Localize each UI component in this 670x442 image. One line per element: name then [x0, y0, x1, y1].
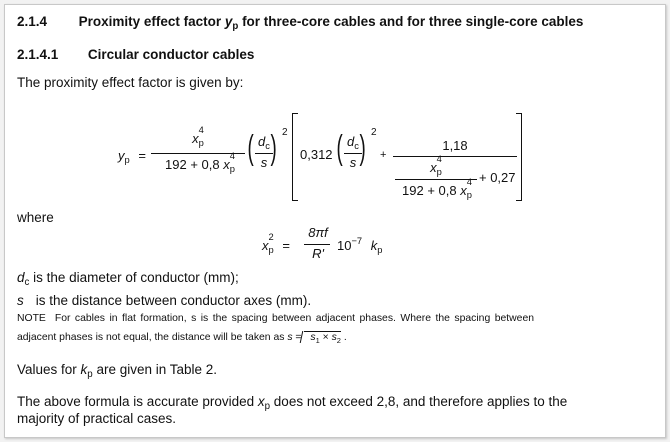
- eq1-inner-x: x: [430, 160, 437, 175]
- eq1-paren2-right: ): [359, 129, 366, 167]
- note-times: ×: [319, 332, 332, 343]
- section-title-b: for three-core cables and for three single-core cables: [238, 14, 584, 29]
- eq2-exp: −7: [351, 236, 363, 246]
- eq1-den1-x-sub: p: [229, 164, 235, 174]
- eq2-line: [304, 244, 330, 245]
- closing-a: The above formula is accurate provided: [17, 394, 258, 409]
- document-page: [4, 4, 666, 438]
- section-title-a: Proximity effect factor: [78, 14, 225, 29]
- def-s: [17, 293, 311, 308]
- eq1-x: x: [192, 131, 199, 146]
- eq1-inner-denominator: [389, 177, 485, 200]
- eq2-lhs-sup: 2: [268, 232, 274, 242]
- note-dot: .: [340, 332, 347, 343]
- closing-x: x: [257, 394, 265, 409]
- def-s-text: is the distance between conductor axes (mm).: [35, 293, 312, 308]
- eq1-c1: 0,312: [300, 147, 333, 162]
- eq2-equals: =: [282, 238, 290, 253]
- eq2-numerator: [303, 225, 333, 240]
- intro-text: The proximity effect factor is given by:: [17, 75, 244, 90]
- eq1-num2: 1,18: [442, 138, 468, 153]
- eq1-lhs-sub: p: [124, 155, 130, 165]
- def-dc-text: is the diameter of conductor (mm);: [29, 270, 239, 285]
- eq1-den1-x: x: [223, 157, 230, 172]
- section-number: 2.1.4: [17, 14, 48, 29]
- eq1-frac1-numerator: [153, 125, 243, 148]
- eq1-d: d: [258, 134, 266, 149]
- where-label: where: [17, 210, 54, 225]
- note-s2-sub: 2: [336, 336, 341, 345]
- eq1-pow2b: 2: [371, 127, 377, 138]
- closing-line-1: [17, 394, 568, 412]
- eq1-den2-x: x: [460, 183, 467, 198]
- eq1-paren-right: ): [270, 129, 277, 167]
- eq1-paren-left: (: [247, 129, 254, 167]
- eq1-frac1-denominator: [145, 151, 255, 174]
- def-dc-sub: c: [24, 277, 30, 288]
- eq2-lhs: [262, 232, 290, 255]
- eq2-k: k: [370, 238, 378, 253]
- note-label: NOTE: [17, 313, 46, 324]
- def-dc: [17, 270, 239, 288]
- note-s2: s: [331, 332, 337, 343]
- eq1-s-denominator: s: [260, 155, 268, 170]
- note-line-1: [17, 313, 657, 324]
- subsection-heading: [17, 47, 254, 62]
- values-line-a: Values for: [17, 362, 81, 377]
- eq2-ten: 10: [337, 238, 352, 253]
- values-line: [17, 362, 218, 380]
- values-line-k: k: [80, 362, 88, 377]
- eq1-den2-x-sub: p: [466, 190, 472, 200]
- note-s1-sub: 1: [315, 336, 320, 345]
- def-s-var: s: [17, 293, 24, 308]
- def-dc-var: d: [17, 270, 25, 285]
- eq1-lhs-var: y: [118, 148, 125, 163]
- eq1-x-sub: p: [198, 138, 204, 148]
- eq1-d2-sub: c: [354, 141, 359, 151]
- eq1-equals: =: [138, 148, 146, 163]
- closing-x-sub: p: [264, 401, 271, 412]
- closing-b: does not exceed 2,8, and therefore applies to the: [270, 394, 568, 409]
- subsection-title: Circular conductor cables: [87, 47, 255, 62]
- eq1-den2-x-sup: 4: [466, 177, 472, 187]
- eq1-inner-x-sub: p: [436, 167, 442, 177]
- eq1-den2: 192 + 0,8: [402, 183, 461, 198]
- section-title-var: y: [224, 14, 233, 29]
- eq1-d-sub: c: [265, 141, 270, 151]
- note-eq: =: [292, 332, 305, 343]
- eq1-inner-numerator: [411, 154, 461, 177]
- eq2-lhs-var: x: [262, 238, 269, 253]
- eq1-paren2-left: (: [336, 129, 343, 167]
- eq2-mult: [337, 238, 382, 253]
- note-line-2: [17, 331, 347, 343]
- eq1-lhs: [118, 148, 146, 163]
- eq1-bracket-right: [516, 113, 522, 201]
- note-s: s: [287, 332, 293, 343]
- eq2-lhs-sub: p: [268, 245, 274, 255]
- eq1-d2: d: [347, 134, 355, 149]
- eq1-plus: +: [380, 149, 387, 161]
- eq1-inner-line: [395, 179, 477, 180]
- section-title-sub: p: [232, 21, 239, 32]
- values-line-k-sub: p: [87, 369, 93, 380]
- closing-line-2: majority of practical cases.: [17, 411, 177, 426]
- note-s1: s: [310, 332, 316, 343]
- eq2-k-sub: p: [377, 245, 383, 255]
- eq1-x-sup: 4: [198, 125, 204, 135]
- eq2-num: 8πf: [308, 225, 328, 240]
- eq2-denominator: R': [312, 246, 324, 261]
- values-line-b: are given in Table 2.: [92, 362, 218, 377]
- eq1-c2: + 0,27: [479, 170, 516, 185]
- note-text-1: For cables in flat formation, s is the spacing between adjacent phases. Where the spacing between: [54, 313, 534, 324]
- section-heading: [17, 14, 584, 32]
- note-text-2: adjacent phases is not equal, the distance will be taken as: [17, 332, 288, 343]
- eq1-bracket-left: [292, 113, 298, 201]
- note-sqrt: [304, 331, 341, 343]
- eq1-s2-denominator: s: [349, 155, 357, 170]
- eq1-pow2: 2: [282, 127, 288, 138]
- eq1-den1: 192 + 0,8: [165, 157, 224, 172]
- subsection-number: 2.1.4.1: [17, 47, 59, 62]
- eq1-inner-x-sup: 4: [436, 154, 442, 164]
- eq1-den1-x-sup: 4: [229, 151, 235, 161]
- eq1-frac2-line: [393, 156, 517, 157]
